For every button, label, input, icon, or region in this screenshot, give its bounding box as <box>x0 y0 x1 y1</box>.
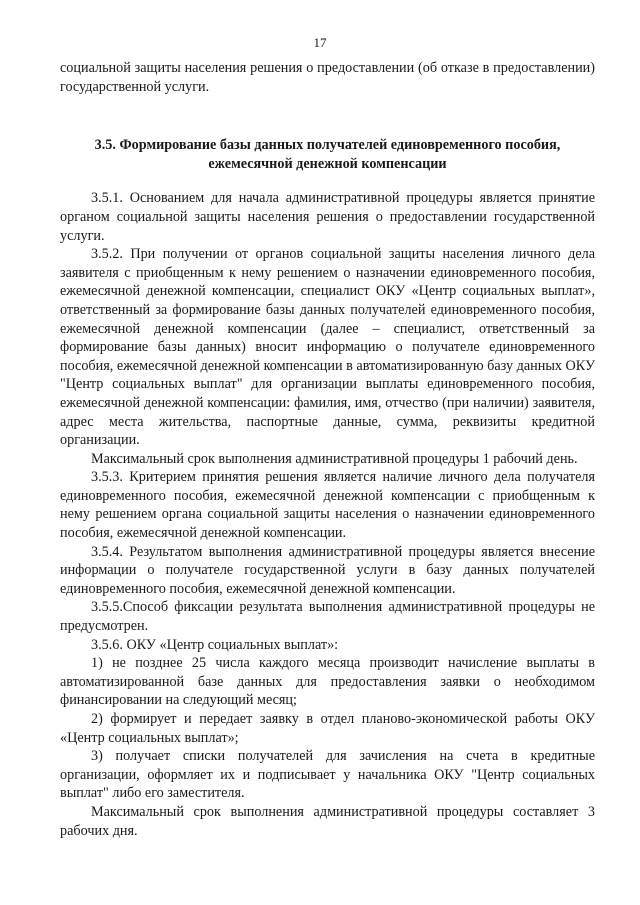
intro-paragraph: социальной защиты населения решения о предоставлении (об отказе в предоставлении) государственной услуги. <box>60 60 595 95</box>
paragraph-3-5-6: 3.5.6. ОКУ «Центр социальных выплат»: <box>91 636 339 653</box>
paragraph-3-5-5: 3.5.5.Способ фиксации результата выполнения административной процедуры не предусмотрен. <box>60 599 595 635</box>
paragraph-3-5-1: 3.5.1. Основанием для начала административной процедуры является принятие органом социальной защиты населения решения о предоставлении государственной услуги. <box>60 190 595 244</box>
paragraph-3-5-3: 3.5.3. Критерием принятия решения является наличие личного дела получателя единовременного пособия, ежемесячной денежной компенсации с приобщенным к нему решением органа социальной защиты населения о назначении единовременного пособия, ежемесячной денежной компенсации. <box>60 469 595 542</box>
paragraph-max-term-3: Максимальный срок выполнения административной процедуры составляет 3 рабочих дня. <box>60 803 595 839</box>
paragraph-3-5-4: 3.5.4. Результатом выполнения административной процедуры является внесение информации о получателе государственной услуги в базу данных получателей единовременного пособия, ежемесячной денежной компенсации. <box>60 543 595 597</box>
list-item-2: 2) формирует и передает заявку в отдел планово-экономической работы ОКУ «Центр социальных выплат»; <box>60 711 595 746</box>
page-number: 17 <box>313 35 327 50</box>
document-body <box>60 59 595 840</box>
list-item-1: 1) не позднее 25 числа каждого месяца производит начисление выплаты в автоматизированной базе данных для предоставления заявки о необходимом финансировании на следующий месяц; <box>60 655 595 709</box>
section-heading: 3.5. Формирование базы данных получателей единовременного пособия, ежемесячной денежной компенсации <box>94 137 561 172</box>
paragraph-3-5-2: 3.5.2. При получении от органов социальной защиты населения личного дела заявителя с приобщенным к нему решением о назначении единовременного пособия, ежемесячной денежной компенсации, специалист ОКУ «Центр социальных выплат», ответственный за формирование базы данных получателей единовременного пособия, ежемесячной денежной компенсации (далее – специалист, ответственный за формирование базы данных) вносит информацию о получателе единовременного пособия, ежемесячной денежной компенсации в автоматизированную базу данных ОКУ "Центр социальных выплат" для организации выплаты единовременного пособия, ежемесячной денежной компенсации: фамилия, имя, отчество (при наличии) заявителя, адрес места жительства, паспортные данные, сумма, реквизиты кредитной организации. <box>60 246 595 449</box>
paragraph-max-term-1: Максимальный срок выполнения административной процедуры 1 рабочий день. <box>91 450 578 467</box>
list-item-3: 3) получает списки получателей для зачисления на счета в кредитные организации, оформляет их и подписывает у начальника ОКУ "Центр социальных выплат" либо его заместителя. <box>60 748 595 802</box>
